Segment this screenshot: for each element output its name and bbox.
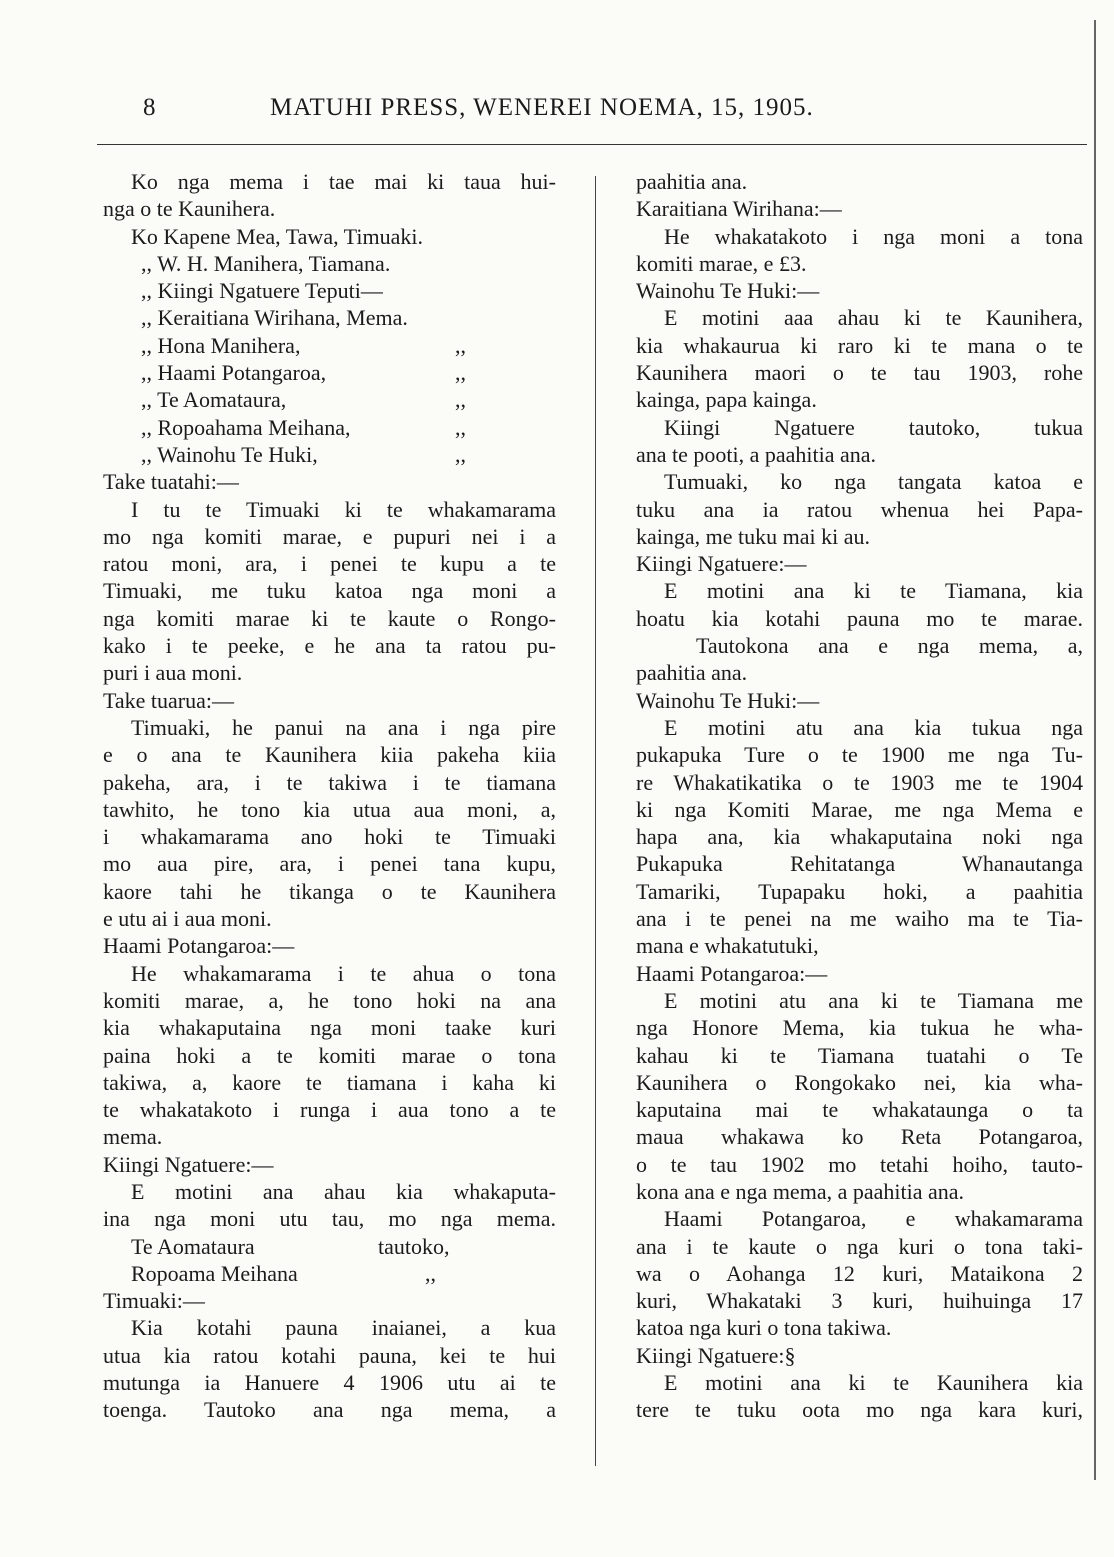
- text-line: [103, 359, 556, 386]
- page-header: [0, 94, 1114, 128]
- text-line: tere te tuku oota mo nga kara kuri,: [636, 1397, 1083, 1423]
- text-line: Timuaki, me tuku katoa nga moni a: [103, 578, 556, 604]
- text-line: pakeha, ara, i te takiwa i te tiamana: [103, 769, 556, 795]
- seconder-name: Te Aomataura: [131, 1233, 255, 1259]
- text-line: ana i te penei na me waiho ma te Tia-: [636, 906, 1083, 932]
- text-line: ki nga Komiti Marae, me nga Mema e: [636, 796, 1083, 822]
- text-line: E motini atu ana ki te Tiamana me: [664, 987, 1083, 1013]
- member-name: ,, Wainohu Te Huki,: [141, 441, 318, 467]
- text-line: ana te pooti, a paahitia ana.: [636, 441, 877, 467]
- speaker-heading: Haami Potangaroa:—: [103, 933, 295, 959]
- text-line: ,, W. H. Manihera, Tiamana.: [141, 250, 391, 276]
- text-line: E motini ana ki te Tiamana, kia: [664, 578, 1083, 604]
- text-line: kona ana e nga mema, a paahitia ana.: [636, 1178, 965, 1204]
- text-line: kainga, papa kainga.: [636, 387, 817, 413]
- masthead: MATUHI PRESS, WENEREI NOEMA, 15, 1905.: [270, 94, 814, 121]
- text-line: Haami Potangaroa, e whakamarama: [664, 1206, 1083, 1232]
- speaker-heading: Timuaki:—: [103, 1288, 205, 1314]
- text-line: ,, Kiingi Ngatuere Teputi—: [141, 278, 383, 304]
- text-line: kainga, me tuku mai ki au.: [636, 523, 870, 549]
- ditto-mark: ,,: [455, 332, 466, 358]
- text-line: kia whakaputaina nga moni taake kuri: [103, 1015, 556, 1041]
- text-line: tawhito, he tono kia utua aua moni, a,: [103, 796, 556, 822]
- text-line: hapa ana, kia whakaputaina noki nga: [636, 824, 1083, 850]
- text-line: kahau ki te Tiamana tuatahi o Te: [636, 1042, 1083, 1068]
- speaker-heading: Wainohu Te Huki:—: [636, 278, 820, 304]
- text-line: Timuaki, he panui na ana i nga pire: [131, 714, 556, 740]
- text-line: te whakatakoto i runga i aua tono a te: [103, 1097, 556, 1123]
- column-divider: [595, 176, 596, 1466]
- text-line: paahitia ana.: [636, 169, 748, 194]
- text-line: puri i aua moni.: [103, 660, 243, 686]
- speaker-heading: Kiingi Ngatuere:—: [103, 1151, 274, 1177]
- text-line: pukapuka Ture o te 1900 me nga Tu-: [636, 742, 1083, 768]
- text-line: [103, 441, 556, 468]
- text-line: toenga. Tautoko ana nga mema, a: [103, 1397, 556, 1423]
- speaker-heading: Wainohu Te Huki:—: [636, 687, 820, 713]
- text-line: ina nga moni utu tau, mo nga mema.: [103, 1206, 556, 1232]
- text-line: Tamariki, Tupapaku hoki, a paahitia: [636, 878, 1083, 904]
- text-line: takiwa, a, kaore te tiamana i kaha ki: [103, 1069, 556, 1095]
- text-line: wa o Aohanga 12 kuri, Mataikona 2: [636, 1260, 1083, 1286]
- text-line: kia whakaurua ki raro ki te mana o te: [636, 332, 1083, 358]
- section-heading: Take tuarua:—: [103, 687, 235, 713]
- text-line: [103, 332, 556, 359]
- text-line: Ko nga mema i tae mai ki taua hui-: [131, 169, 556, 194]
- text-line: re Whakatikatika o te 1903 me te 1904: [636, 769, 1083, 795]
- text-line: ,, Keraitiana Wirihana, Mema.: [141, 305, 408, 331]
- text-line: I tu te Timuaki ki te whakamarama: [131, 496, 556, 522]
- text-line: i whakamarama ano hoki te Timuaki: [103, 824, 556, 850]
- text-line: Pukapuka Rehitatanga Whanautanga: [636, 851, 1083, 877]
- text-line: E motini atu ana kia tukua nga: [664, 714, 1083, 740]
- ditto-mark: ,,: [455, 441, 466, 467]
- text-line: paahitia ana.: [636, 660, 748, 686]
- text-line: e o ana te Kaunihera kiia pakeha kiia: [103, 742, 556, 768]
- text-line: nga komiti marae ki te kaute o Rongo-: [103, 605, 556, 631]
- text-line: mutunga ia Hanuere 4 1906 utu ai te: [103, 1370, 556, 1396]
- text-line: He whakamarama i te ahua o tona: [131, 960, 556, 986]
- text-line: komiti marae, a, he tono hoki na ana: [103, 987, 556, 1013]
- text-line: e utu ai i aua moni.: [103, 906, 272, 932]
- text-line: ana i te kaute o nga kuri o tona taki-: [636, 1233, 1083, 1259]
- header-rule: [97, 144, 1087, 145]
- speaker-heading: Haami Potangaroa:—: [636, 960, 828, 986]
- text-line: Kaunihera o Rongokako nei, kia wha-: [636, 1069, 1083, 1095]
- text-line: maua whakawa ko Reta Potangaroa,: [636, 1124, 1083, 1150]
- text-line: E motini ana ki te Kaunihera kia: [664, 1370, 1083, 1396]
- section-heading: Take tuatahi:—: [103, 469, 239, 495]
- text-line: paina hoki a te komiti marae o tona: [103, 1042, 556, 1068]
- ditto-mark: ,,: [455, 360, 466, 386]
- speaker-heading: Karaitiana Wirihana:—: [636, 196, 842, 222]
- text-line: kaputaina mai te whakataunga o ta: [636, 1097, 1083, 1123]
- text-line: komiti marae, e £3.: [636, 250, 807, 276]
- text-line: utua kia ratou kotahi pauna, kei te hui: [103, 1342, 556, 1368]
- left-column: [103, 168, 556, 1424]
- text-line: Ko Kapene Mea, Tawa, Timuaki.: [131, 223, 423, 249]
- member-name: ,, Te Aomataura,: [141, 387, 287, 413]
- right-column: [636, 168, 1083, 1424]
- text-line: kaore tahi he tikanga o te Kaunihera: [103, 878, 556, 904]
- text-line: Kia kotahi pauna inaianei, a kua: [131, 1315, 556, 1341]
- member-name: ,, Hona Manihera,: [141, 332, 301, 358]
- text-line: kuri, Whakataki 3 kuri, huihuinga 17: [636, 1288, 1083, 1314]
- page-number: 8: [143, 94, 157, 121]
- text-line: Tumuaki, ko nga tangata katoa e: [664, 469, 1083, 495]
- text-line: mo aua pire, ara, i penei tana kupu,: [103, 851, 556, 877]
- text-line: mema.: [103, 1124, 163, 1150]
- text-line: o te tau 1902 mo tetahi hoiho, tauto-: [636, 1151, 1083, 1177]
- text-line: Kiingi Ngatuere tautoko, tukua: [664, 414, 1083, 440]
- text-line: [103, 386, 556, 413]
- text-line: tuku ana ia ratou whenua hei Papa-: [636, 496, 1083, 522]
- text-line: [103, 414, 556, 441]
- text-line: hoatu kia kotahi pauna mo te marae.: [636, 605, 1083, 631]
- ditto-mark: ,,: [455, 414, 466, 440]
- text-line: Tautokona ana e nga mema, a,: [696, 633, 1083, 659]
- text-line: Kaunihera maori o te tau 1903, rohe: [636, 360, 1083, 386]
- text-line: E motini aaa ahau ki te Kaunihera,: [664, 305, 1083, 331]
- text-line: kako i te peeke, e he ana ta ratou pu-: [103, 633, 556, 659]
- text-line: nga o te Kaunihera.: [103, 196, 276, 222]
- member-name: ,, Ropoahama Meihana,: [141, 414, 351, 440]
- member-name: ,, Haami Potangaroa,: [141, 360, 327, 386]
- text-line: ratou moni, ara, i penei te kupu a te: [103, 551, 556, 577]
- seconder-name: Ropoama Meihana: [131, 1260, 298, 1286]
- ditto-mark: ,,: [455, 387, 466, 413]
- speaker-heading: Kiingi Ngatuere:—: [636, 551, 807, 577]
- page-edge-line: [1094, 20, 1096, 1480]
- text-line: [103, 1260, 556, 1287]
- text-line: [103, 1233, 556, 1260]
- text-line: E motini ana ahau kia whakaputa-: [131, 1178, 556, 1204]
- text-line: katoa nga kuri o tona takiwa.: [636, 1315, 892, 1341]
- speaker-heading: Kiingi Ngatuere:§: [636, 1342, 796, 1368]
- text-line: He whakatakoto i nga moni a tona: [664, 223, 1083, 249]
- text-line: mana e whakatutuki,: [636, 933, 819, 959]
- text-line: mo nga komiti marae, e pupuri nei i a: [103, 523, 556, 549]
- tautoko-label: tautoko,: [378, 1233, 450, 1259]
- text-line: nga Honore Mema, kia tukua he wha-: [636, 1015, 1083, 1041]
- ditto-mark: ,,: [425, 1260, 436, 1286]
